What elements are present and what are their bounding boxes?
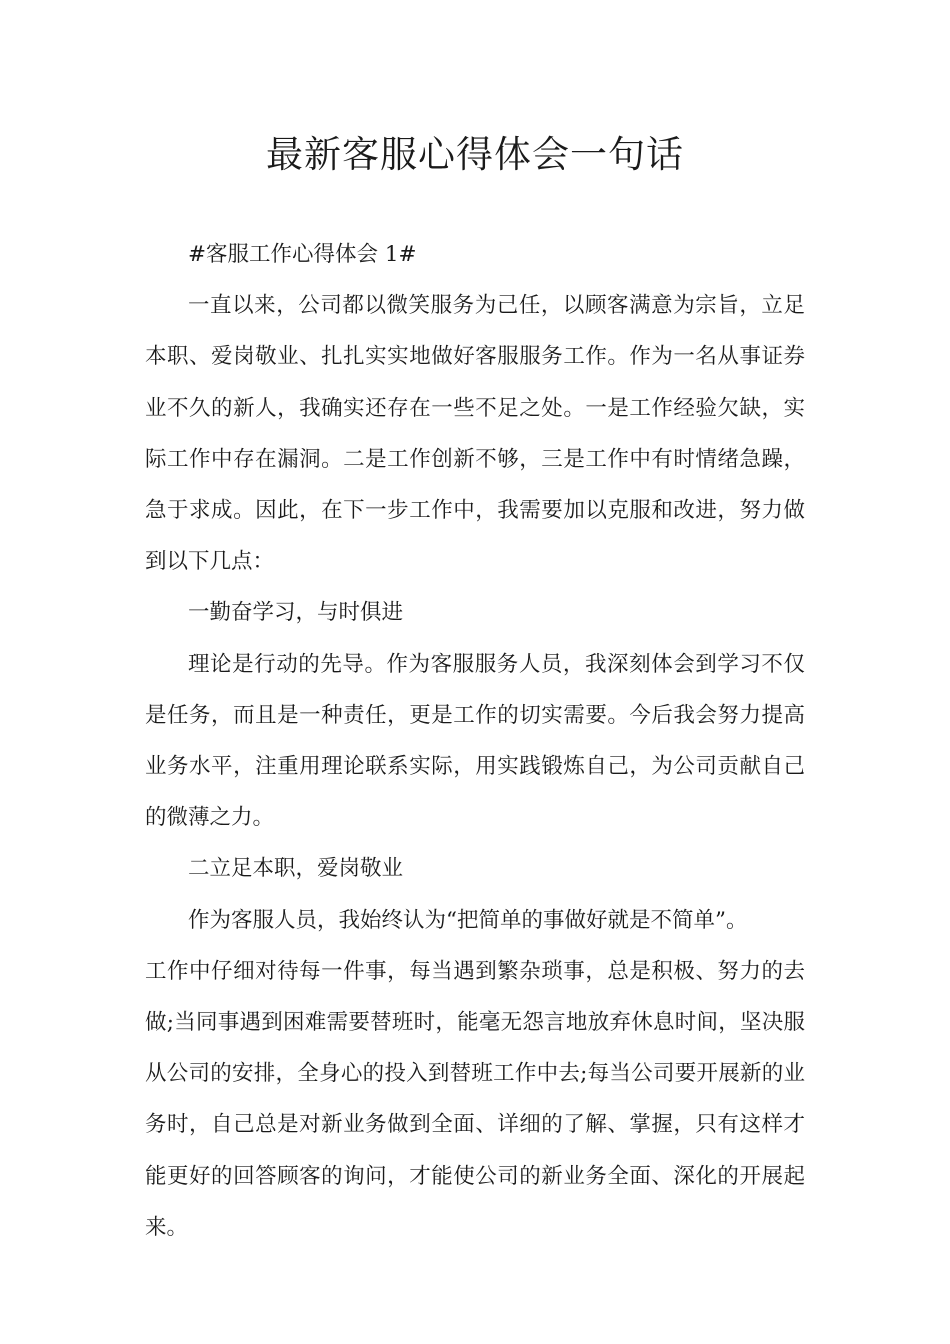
paragraph: 一直以来，公司都以微笑服务为己任，以顾客满意为宗旨，立足本职、爱岗敬业、扎扎实实地做好客服服务工作。作为一名从事证券业不久的新人，我确实还存在一些不足之处。一是工作经验欠缺，实际工作中存在漏洞。二是工作创新不够，三是工作中有时情绪急躁，急于求成。因此，在下一步工作中，我需要加以克服和改进，努力做到以下几点： bbox=[145, 293, 805, 575]
document-page bbox=[145, 0, 805, 1253]
subheading: 二立足本职，爱岗敬业 bbox=[188, 856, 404, 882]
document-body bbox=[145, 229, 805, 1253]
paragraph: 作为客服人员，我始终认为“把简单的事做好就是不简单”。 bbox=[188, 907, 748, 933]
section-heading: #客服工作心得体会 1# bbox=[188, 242, 417, 267]
document-title: 最新客服心得体会一句话 bbox=[266, 133, 684, 176]
subheading: 一勤奋学习，与时俱进 bbox=[188, 600, 404, 626]
paragraph: 工作中仔细对待每一件事，每当遇到繁杂琐事，总是积极、努力的去做;当同事遇到困难需要替班时，能毫无怨言地放弃休息时间，坚决服从公司的安排，全身心的投入到替班工作中去;每当公司要开展新的业务时，自己总是对新业务做到全面、详细的了解、掌握，只有这样才能更好的回答顾客的询问，才能使公司的新业务全面、深化的开展起来。 bbox=[145, 958, 805, 1240]
paragraph: 理论是行动的先导。作为客服服务人员，我深刻体会到学习不仅是任务，而且是一种责任，更是工作的切实需要。今后我会努力提高业务水平，注重用理论联系实际，用实践锻炼自己，为公司贡献自己的微薄之力。 bbox=[145, 651, 805, 831]
